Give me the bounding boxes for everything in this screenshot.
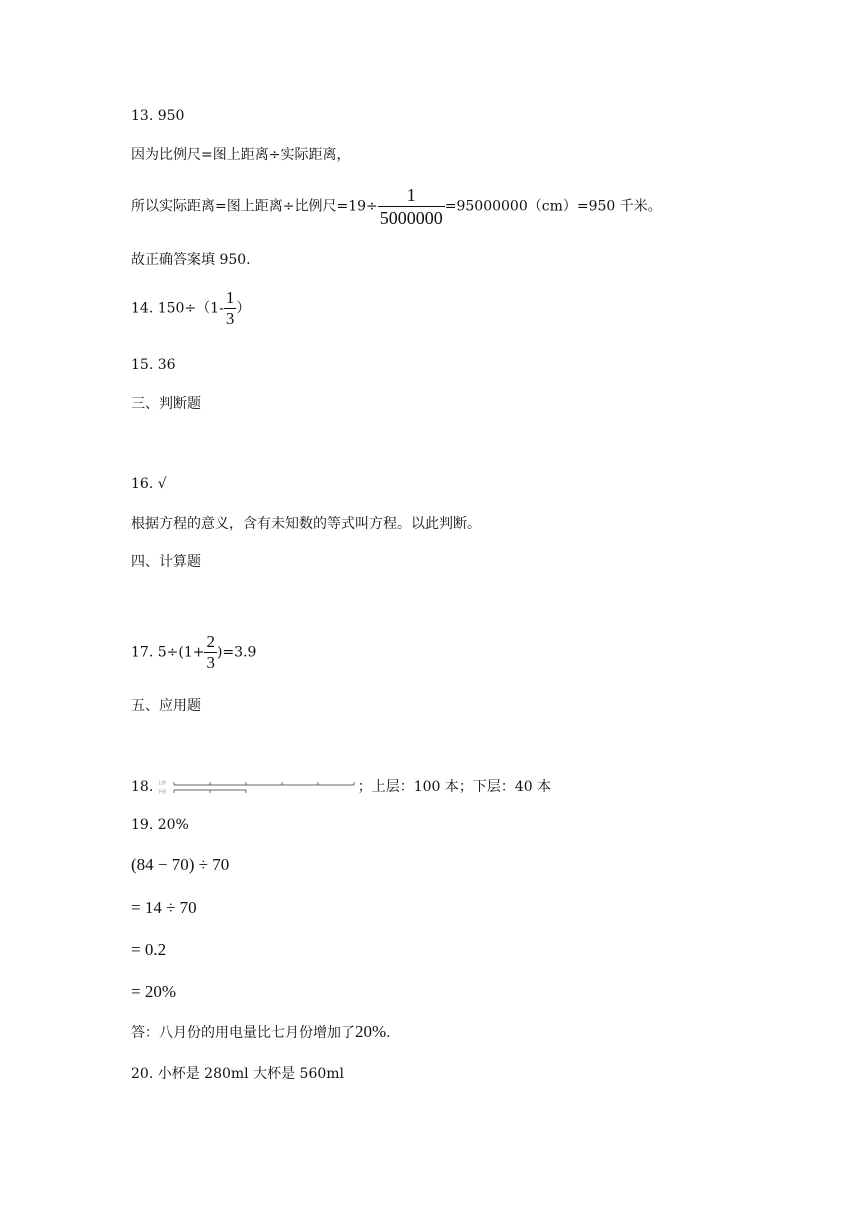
q20-answer: 20. 小杯是 280ml 大杯是 560ml (131, 1066, 345, 1082)
q18-answer (131, 776, 551, 798)
q17-prefix: 17. 5÷(1+ (131, 644, 205, 661)
q16-answer: 16. √ (131, 476, 167, 492)
q14-fraction-denominator: 3 (225, 309, 235, 328)
section-4-heading: 四、计算题 (131, 554, 201, 570)
q13-reason: 因为比例尺=图上距离÷实际距离， (131, 147, 351, 163)
q19-step-3: = 0.2 (131, 940, 167, 959)
q18-result: ；上层：100 本；下层：40 本 (357, 779, 552, 795)
q17-suffix: )=3.9 (216, 644, 257, 661)
q17-answer (131, 632, 256, 678)
q19-step-1: (84 − 70) ÷ 70 (131, 855, 230, 874)
q18-bottom-bar (174, 790, 246, 793)
q13-fraction-denominator: 5000000 (379, 208, 443, 228)
q16-explanation: 根据方程的意义，含有未知数的等式叫方程。以此判断。 (131, 516, 481, 532)
q18-segment-diagram (158, 776, 358, 798)
q19-conclusion-end: . (386, 1025, 391, 1041)
q13-fraction (378, 184, 445, 229)
q17-fraction-denominator: 3 (206, 653, 215, 672)
q19-step-4: = 20% (131, 982, 176, 1001)
q13-calc-result: =95000000（cm）=950 千米。 (444, 198, 662, 215)
q14-answer (131, 288, 250, 334)
q14-suffix: ） (236, 300, 251, 317)
q13-conclusion: 故正确答案填 950. (131, 252, 251, 268)
q17-fraction (204, 632, 217, 673)
q15-answer: 15. 36 (131, 357, 176, 373)
q13-answer: 13. 950 (131, 108, 185, 124)
section-3-heading: 三、判断题 (131, 396, 201, 412)
q18-top-bar (174, 782, 354, 785)
q14-fraction (224, 288, 237, 329)
q13-calc-prefix: 所以实际距离=图上距离÷比例尺=19÷ (131, 198, 378, 215)
q14-fraction-numerator: 1 (225, 288, 235, 307)
q19-step-2: = 14 ÷ 70 (131, 898, 197, 917)
q19-conclusion-value: 20% (355, 1022, 387, 1041)
q17-fraction-numerator: 2 (206, 632, 215, 651)
q13-calculation (131, 184, 662, 230)
section-5-heading: 五、应用题 (131, 698, 201, 714)
q14-prefix: 14. 150÷（1- (131, 300, 224, 317)
q18-top-label: 上层 (157, 780, 166, 785)
q13-fraction-numerator: 1 (378, 184, 445, 207)
q18-number: 18. (131, 779, 154, 795)
q19-conclusion (131, 1022, 391, 1043)
q19-conclusion-text: 答：八月份的用电量比七月份增加了 (131, 1025, 355, 1041)
q18-bottom-label: 下层 (157, 789, 166, 794)
q19-answer: 19. 20% (131, 817, 189, 833)
